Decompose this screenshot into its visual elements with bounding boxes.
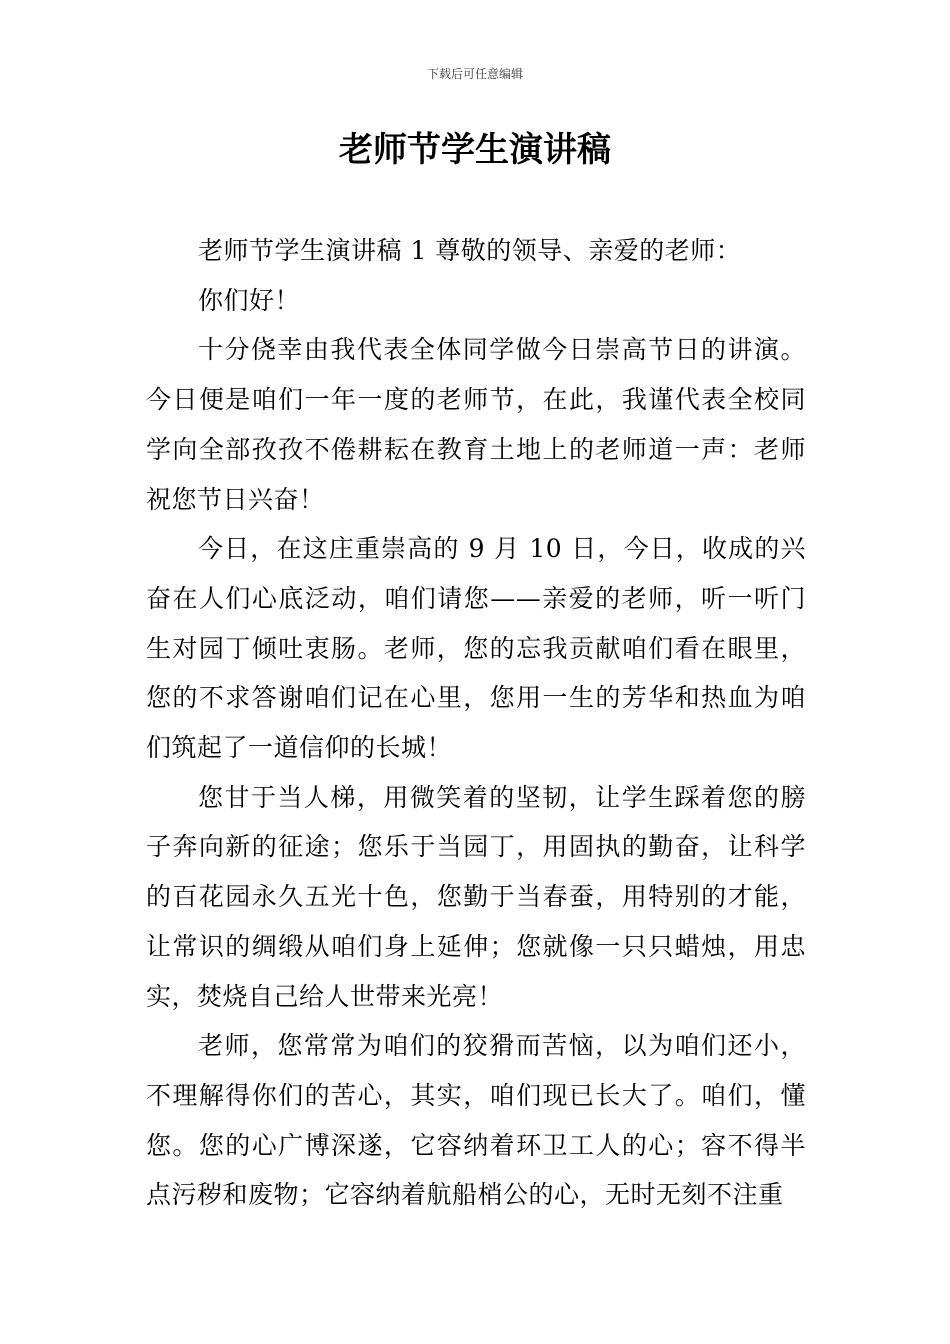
paragraph-hello: 你们好！ xyxy=(198,285,301,315)
paragraph-devotion: 您甘于当人梯，用微笑着的坚韧，让学生踩着您的膀子奔向新的征途；您乐于当园丁，用固执的勤奋，让科学的百花园永久五光十色，您勤于当春蚕，用特别的才能，让常识的绸缎从咱们身上延伸；您就像一只只蜡烛，用忠实，焚烧自己给人世带来光亮！ xyxy=(146,782,806,1011)
paragraph-understanding: 老师，您常常为咱们的狡猾而苦恼，以为咱们还小，不理解得你们的苦心，其实，咱们现已长大了。咱们，懂您。您的心广博深遂，它容纳着环卫工人的心；容不得半点污秽和废物；它容纳着航船梢公的心，无时无刻不注重 xyxy=(146,1031,806,1210)
header-note: 下载后可任意编辑 xyxy=(426,67,523,81)
document-title: 老师节学生演讲稿 xyxy=(339,130,611,170)
paragraph-today: 今日，在这庄重崇高的 9 月 10 日，今日，收成的兴奋在人们心底泛动，咱们请您——亲爱的老师，听一听门生对园丁倾吐衷肠。老师，您的忘我贡献咱们看在眼里，您的不求答谢咱们记在心里，您用一生的芳华和热血为咱们筑起了一道信仰的长城！ xyxy=(146,534,806,763)
paragraph-greeting: 老师节学生演讲稿 1 尊敬的领导、亲爱的老师： xyxy=(198,236,742,265)
document-body xyxy=(146,226,806,1220)
paragraph-opening: 十分侥幸由我代表全体同学做今日崇高节日的讲演。今日便是咱们一年一度的老师节，在此，我谨代表全校同学向全部孜孜不倦耕耘在教育土地上的老师道一声：老师祝您节日兴奋！ xyxy=(146,335,806,514)
